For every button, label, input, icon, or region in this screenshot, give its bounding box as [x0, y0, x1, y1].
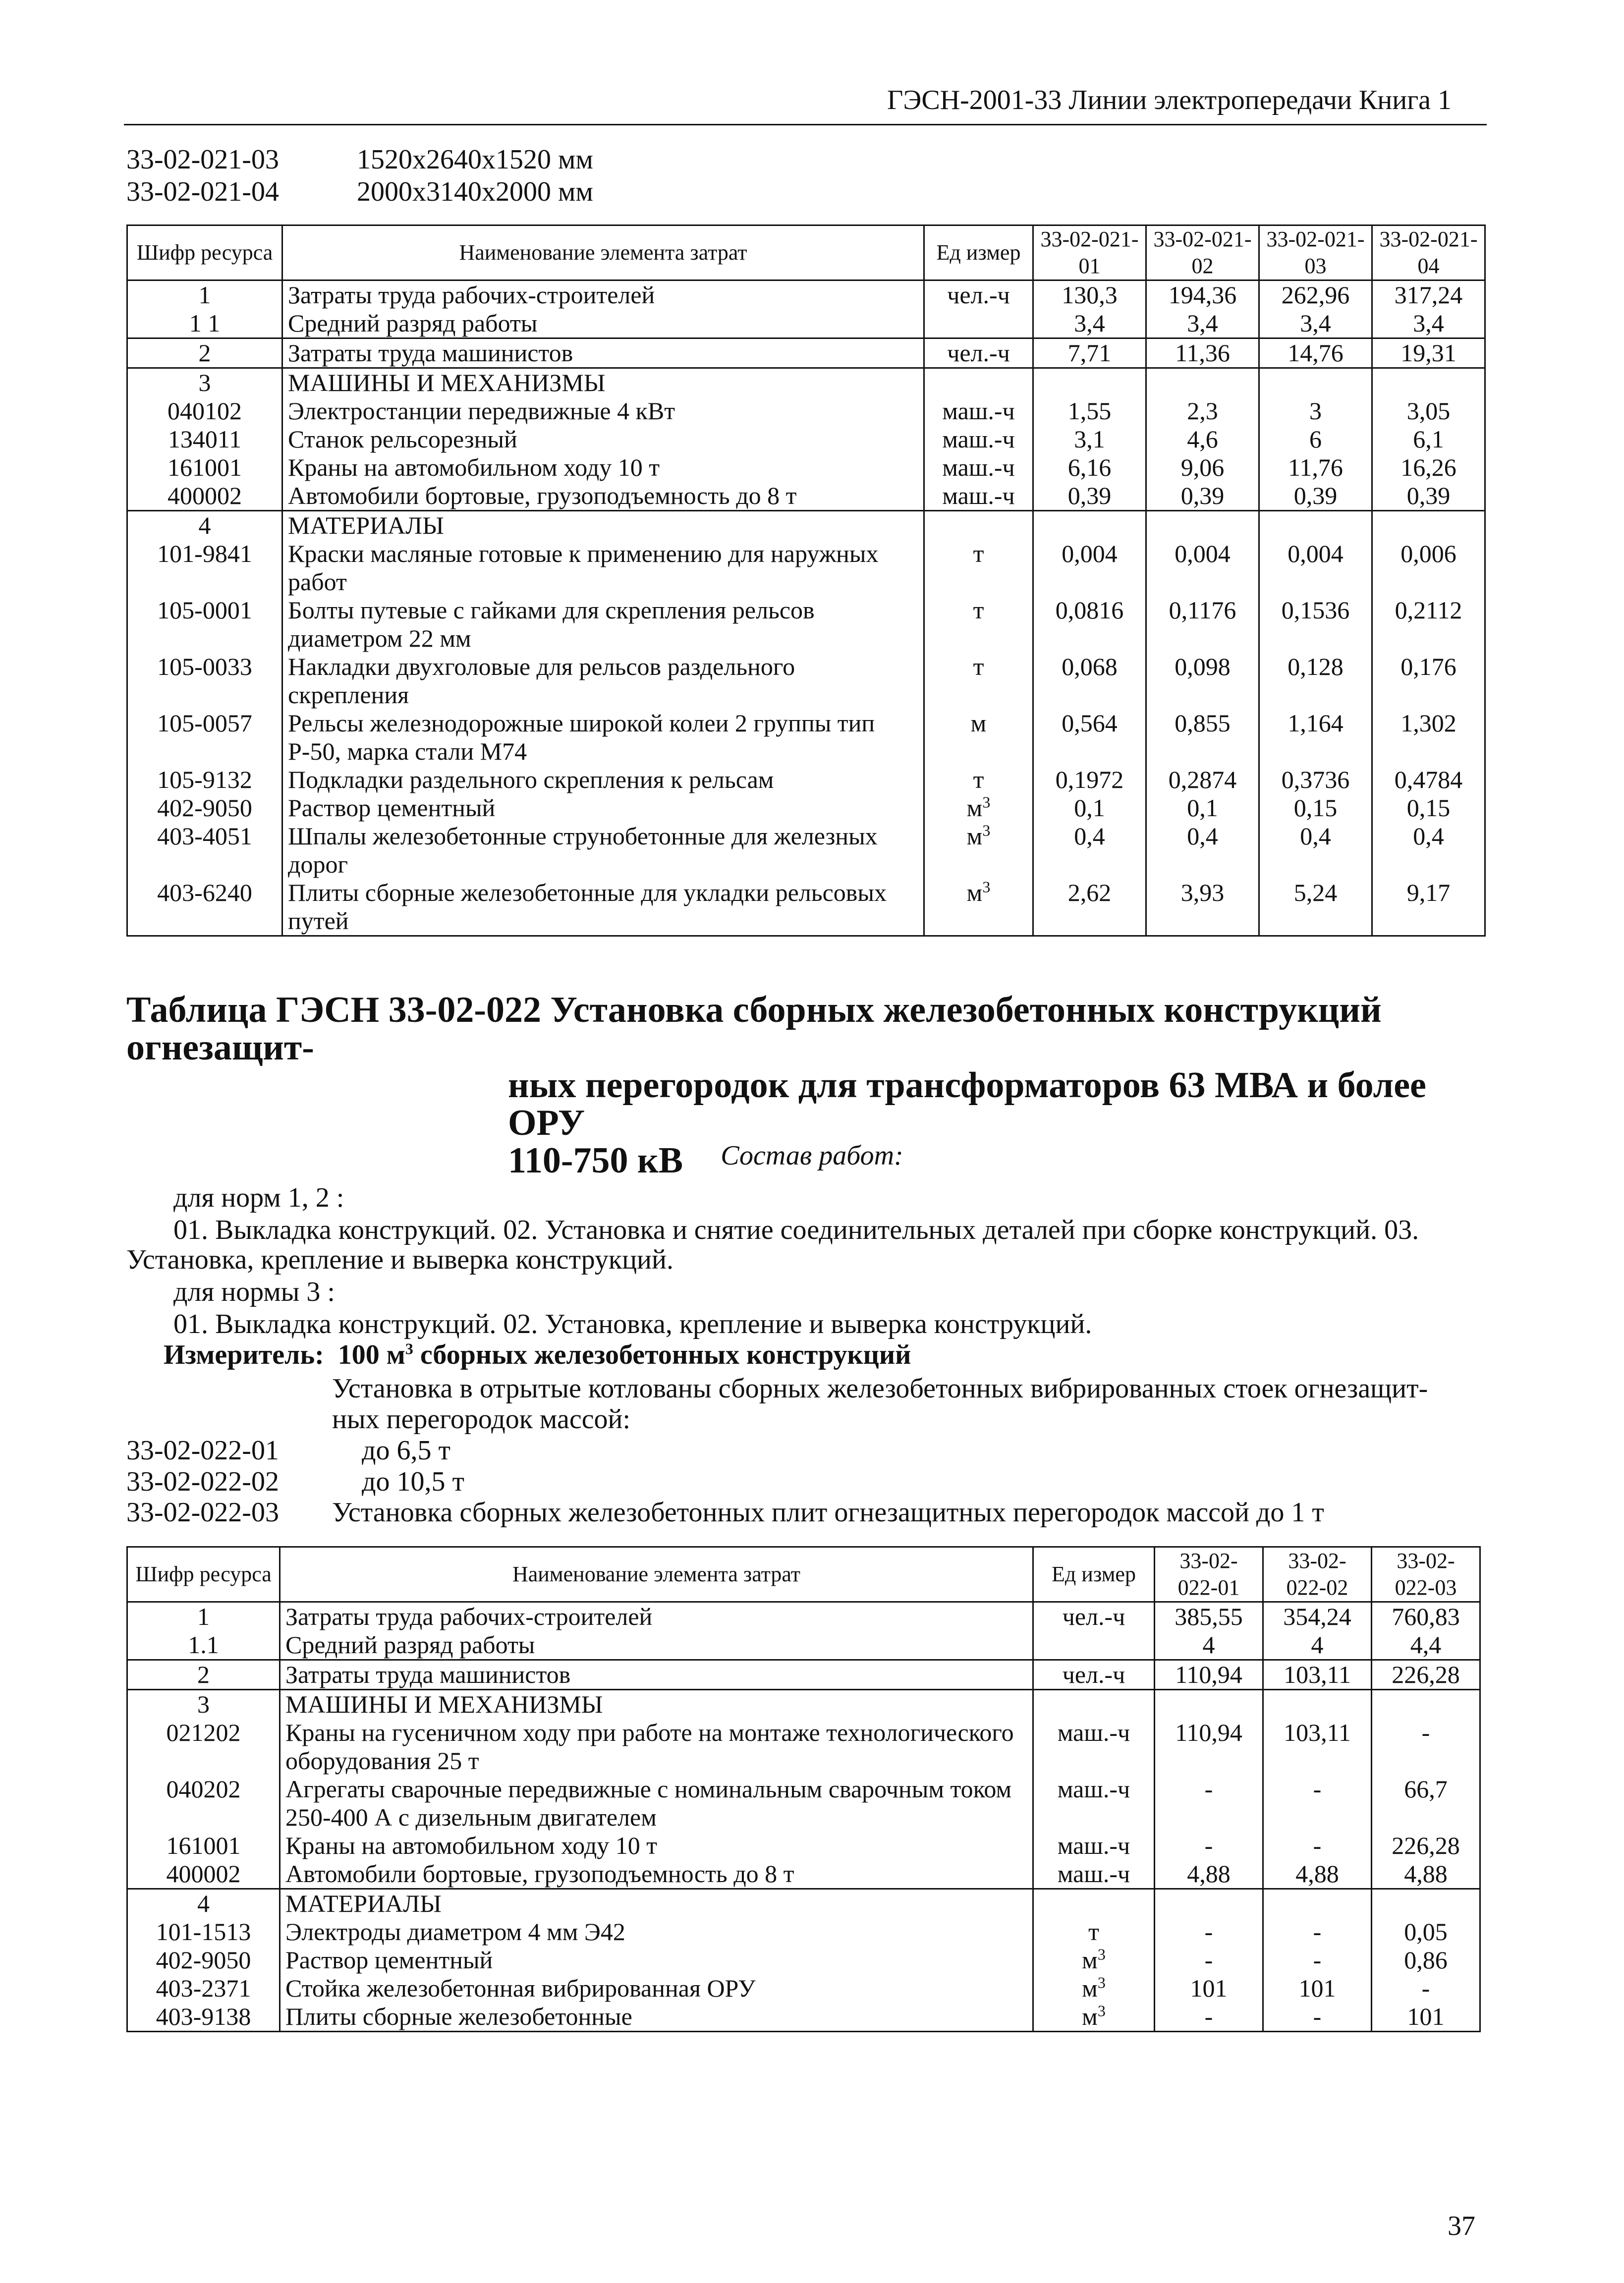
value-cell: 0,3736 — [1259, 766, 1372, 794]
norm-description: 2000x3140x2000 мм — [357, 176, 593, 207]
value-cell: - — [1372, 1974, 1480, 2003]
cost-element-name: Краски масляные готовые к применению для наружных работ — [282, 540, 924, 596]
value-cell: 1,55 — [1033, 397, 1146, 425]
resource-code: 402-9050 — [127, 1946, 280, 1974]
work-composition-heading: Состав работ: — [721, 1140, 903, 1171]
code-line — [126, 1466, 279, 1498]
measure-unit — [164, 1339, 911, 1371]
table-row — [127, 425, 1485, 453]
value-cell: 0,1 — [1146, 794, 1259, 822]
table-row — [127, 1832, 1480, 1860]
value-cell — [1372, 1690, 1480, 1719]
value-cell: 3,4 — [1146, 309, 1259, 338]
value-cell: - — [1155, 1832, 1263, 1860]
header-divider — [124, 124, 1487, 125]
cost-element-name: Рельсы железнодорожные широкой колеи 2 группы тип Р-50, марка стали М74 — [282, 709, 924, 766]
value-cell: 226,28 — [1372, 1660, 1480, 1690]
value-cell: 760,83 — [1372, 1602, 1480, 1631]
value-cell — [1033, 511, 1146, 540]
value-cell: 0,564 — [1033, 709, 1146, 766]
unit-cell — [1033, 1631, 1155, 1660]
column-header: Шифр ресурса — [127, 1547, 280, 1602]
value-cell: - — [1263, 1946, 1372, 1974]
norm-code: 33-02-021-03 — [126, 144, 279, 175]
norms-label: для нормы 3 : — [173, 1277, 335, 1307]
value-cell: 0,098 — [1146, 653, 1259, 709]
table-row — [127, 1974, 1480, 2003]
value-cell: 317,24 — [1372, 280, 1485, 310]
unit-cell: $м^3$ — [1033, 1946, 1155, 1974]
value-cell: 0,128 — [1259, 653, 1372, 709]
value-cell — [1155, 1690, 1263, 1719]
table-row — [127, 766, 1485, 794]
table-row — [127, 596, 1485, 653]
table-row — [127, 794, 1485, 822]
cost-element-name: Плиты сборные железобетонные для укладки рельсовых путей — [282, 879, 924, 936]
value-cell: 226,28 — [1372, 1832, 1480, 1860]
cost-element-name: Накладки двухголовые для рельсов раздельного скрепления — [282, 653, 924, 709]
norm-code: 33-02-022-03 — [126, 1497, 279, 1528]
value-cell — [1372, 1889, 1480, 1918]
table-row — [127, 2003, 1480, 2032]
value-cell: 0,1972 — [1033, 766, 1146, 794]
value-cell: 3,1 — [1033, 425, 1146, 453]
resource-code: 040202 — [127, 1775, 280, 1832]
work-description: 01. Выкладка конструкций. 02. Установка и снятие соединительных деталей при сборке конструкций. 03. — [173, 1215, 1419, 1245]
norm-code: 33-02-022-02 — [126, 1466, 279, 1497]
table-title-line: 110-750 кВ — [508, 1140, 683, 1181]
unit-cell: $м^3$ — [924, 822, 1033, 879]
value-cell: 0,86 — [1372, 1946, 1480, 1974]
value-cell: 0,004 — [1259, 540, 1372, 596]
table-row — [127, 709, 1485, 766]
resource-code: 400002 — [127, 1860, 280, 1889]
column-header: Ед измер — [924, 225, 1033, 280]
resource-code: 1 1 — [127, 309, 282, 338]
cost-element-name: Шпалы железобетонные струнобетонные для железных дорог — [282, 822, 924, 879]
cost-element-name: Затраты труда рабочих-строителей — [280, 1602, 1033, 1631]
value-cell — [1155, 1889, 1263, 1918]
cost-element-name: МАТЕРИАЛЫ — [280, 1889, 1033, 1918]
value-cell: 0,39 — [1259, 482, 1372, 511]
table-row — [127, 482, 1485, 511]
resource-code: 040102 — [127, 397, 282, 425]
value-cell: - — [1372, 1719, 1480, 1775]
table-row — [127, 1631, 1480, 1660]
cost-element-name: Краны на автомобильном ходу 10 т — [280, 1832, 1033, 1860]
value-cell: 0,4784 — [1372, 766, 1485, 794]
resource-code: 105-9132 — [127, 766, 282, 794]
norm-description: Установка сборных железобетонных плит огнезащитных перегородок массой до 1 т — [332, 1497, 1324, 1528]
unit-cell: т — [924, 653, 1033, 709]
value-cell — [1146, 368, 1259, 397]
value-cell: - — [1263, 2003, 1372, 2032]
value-cell: 4,4 — [1372, 1631, 1480, 1660]
resource-code: 403-2371 — [127, 1974, 280, 2003]
column-header: Наименование элемента затрат — [280, 1547, 1033, 1602]
value-cell: 0,006 — [1372, 540, 1485, 596]
resource-code: 400002 — [127, 482, 282, 511]
value-cell: 19,31 — [1372, 338, 1485, 368]
value-cell: 385,55 — [1155, 1602, 1263, 1631]
table-row — [127, 511, 1485, 540]
cost-element-name: МАШИНЫ И МЕХАНИЗМЫ — [282, 368, 924, 397]
value-cell: 6 — [1259, 425, 1372, 453]
resource-code: 4 — [127, 511, 282, 540]
resource-code: 105-0033 — [127, 653, 282, 709]
value-cell: 9,06 — [1146, 453, 1259, 482]
value-cell: 4,88 — [1155, 1860, 1263, 1889]
value-cell: 11,76 — [1259, 453, 1372, 482]
value-cell: - — [1155, 1946, 1263, 1974]
table-row — [127, 397, 1485, 425]
running-header: ГЭСН-2001-33 Линии электропередачи Книга 1 — [887, 85, 1452, 115]
cost-element-name: Автомобили бортовые, грузоподъемность до 8 т — [282, 482, 924, 511]
column-header: 33-02-021-01 — [1033, 225, 1146, 280]
unit-cell: $м^3$ — [924, 879, 1033, 936]
value-cell: 101 — [1155, 1974, 1263, 2003]
cost-element-name: МАТЕРИАЛЫ — [282, 511, 924, 540]
cost-element-name: Затраты труда машинистов — [280, 1660, 1033, 1690]
cost-element-name: Подкладки раздельного скрепления к рельсам — [282, 766, 924, 794]
table-row — [127, 1775, 1480, 1832]
unit-cell: т — [924, 540, 1033, 596]
value-cell: 2,3 — [1146, 397, 1259, 425]
code-line — [126, 1435, 279, 1466]
value-cell: 354,24 — [1263, 1602, 1372, 1631]
table-header-row — [127, 225, 1485, 280]
column-header: 33-02-022-03 — [1372, 1547, 1480, 1602]
work-description: 01. Выкладка конструкций. 02. Установка, крепление и выверка конструкций. — [173, 1309, 1092, 1339]
resource-code: 101-1513 — [127, 1918, 280, 1946]
cost-element-name: Автомобили бортовые, грузоподъемность до 8 т — [280, 1860, 1033, 1889]
value-cell: 4,88 — [1372, 1860, 1480, 1889]
value-cell: 4,6 — [1146, 425, 1259, 453]
resource-code: 2 — [127, 338, 282, 368]
code-line — [126, 176, 593, 208]
value-cell: 4,88 — [1263, 1860, 1372, 1889]
cost-element-name: МАШИНЫ И МЕХАНИЗМЫ — [280, 1690, 1033, 1719]
value-cell: 4 — [1155, 1631, 1263, 1660]
resource-code: 4 — [127, 1889, 280, 1918]
value-cell: 16,26 — [1372, 453, 1485, 482]
value-cell: 1,302 — [1372, 709, 1485, 766]
value-cell: 103,11 — [1263, 1660, 1372, 1690]
unit-cell: чел.-ч — [1033, 1602, 1155, 1631]
column-header: Шифр ресурса — [127, 225, 282, 280]
value-cell: 3,93 — [1146, 879, 1259, 936]
resource-code: 403-6240 — [127, 879, 282, 936]
value-cell: 0,1176 — [1146, 596, 1259, 653]
value-cell — [1146, 511, 1259, 540]
norm-description: 1520x2640x1520 мм — [357, 144, 593, 175]
cost-element-name: Затраты труда рабочих-строителей — [282, 280, 924, 310]
value-cell: 3,05 — [1372, 397, 1485, 425]
value-cell: 103,11 — [1263, 1719, 1372, 1775]
table-row — [127, 1946, 1480, 1974]
value-cell: - — [1155, 2003, 1263, 2032]
table-row — [127, 338, 1485, 368]
value-cell: 6,16 — [1033, 453, 1146, 482]
unit-cell — [1033, 1889, 1155, 1918]
unit-cell: маш.-ч — [1033, 1719, 1155, 1775]
value-cell: 0,4 — [1033, 822, 1146, 879]
column-header: 33-02-021-04 — [1372, 225, 1485, 280]
table-row — [127, 879, 1485, 936]
table-row — [127, 1690, 1480, 1719]
cost-element-name: Станок рельсорезный — [282, 425, 924, 453]
table-row — [127, 1860, 1480, 1889]
column-header: Ед измер — [1033, 1547, 1155, 1602]
table-row — [127, 368, 1485, 397]
value-cell — [1263, 1690, 1372, 1719]
table-row — [127, 280, 1485, 310]
value-cell: 0,4 — [1372, 822, 1485, 879]
value-cell — [1372, 368, 1485, 397]
unit-cell: маш.-ч — [924, 425, 1033, 453]
unit-cell: чел.-ч — [924, 280, 1033, 310]
value-cell: - — [1263, 1918, 1372, 1946]
unit-cell: маш.-ч — [924, 482, 1033, 511]
resource-code: 1.1 — [127, 1631, 280, 1660]
page-number: 37 — [1448, 2211, 1475, 2241]
column-header: 33-02-021-03 — [1259, 225, 1372, 280]
table-row — [127, 1660, 1480, 1690]
value-cell: 3,4 — [1372, 309, 1485, 338]
resource-code: 161001 — [127, 453, 282, 482]
norm-code: 33-02-021-04 — [126, 176, 279, 207]
value-cell: - — [1155, 1775, 1263, 1832]
value-cell: - — [1263, 1775, 1372, 1832]
unit-cell: маш.-ч — [924, 397, 1033, 425]
table-row — [127, 1719, 1480, 1775]
cost-element-name: Агрегаты сварочные передвижные с номинальным сварочным током 250-400 А с дизельным двигателем — [280, 1775, 1033, 1832]
norms-label: для норм 1, 2 : — [173, 1182, 344, 1213]
value-cell: 130,3 — [1033, 280, 1146, 310]
value-cell: 0,1536 — [1259, 596, 1372, 653]
value-cell: 110,94 — [1155, 1660, 1263, 1690]
unit-cell: $м^3$ — [924, 794, 1033, 822]
measure-label: Измеритель: — [164, 1339, 324, 1370]
resource-code: 2 — [127, 1660, 280, 1690]
table-row — [127, 453, 1485, 482]
column-header: 33-02-022-01 — [1155, 1547, 1263, 1602]
resource-code: 3 — [127, 368, 282, 397]
unit-cell: м — [924, 709, 1033, 766]
value-cell: 4 — [1263, 1631, 1372, 1660]
table-row — [127, 540, 1485, 596]
value-cell: 0,004 — [1146, 540, 1259, 596]
value-cell: 110,94 — [1155, 1719, 1263, 1775]
value-cell: 1,164 — [1259, 709, 1372, 766]
norm-description: ных перегородок массой: — [332, 1404, 631, 1435]
resource-code: 101-9841 — [127, 540, 282, 596]
value-cell: 9,17 — [1372, 879, 1485, 936]
value-cell: 194,36 — [1146, 280, 1259, 310]
unit-cell: $м^3$ — [1033, 2003, 1155, 2032]
value-cell: 0,4 — [1146, 822, 1259, 879]
measure-value: 100 $м^3$ сборных железобетонных конструкций — [337, 1339, 911, 1370]
cost-element-name: Краны на гусеничном ходу при работе на монтаже технологического оборудования 25 т — [280, 1719, 1033, 1775]
unit-cell: чел.-ч — [924, 338, 1033, 368]
value-cell: 0,2112 — [1372, 596, 1485, 653]
value-cell — [1372, 511, 1485, 540]
resource-code: 1 — [127, 1602, 280, 1631]
column-header: 33-02-022-02 — [1263, 1547, 1372, 1602]
norm-description: Установка в отрытые котлованы сборных железобетонных вибрированных стоек огнезащит- — [332, 1373, 1428, 1404]
cost-element-name: Краны на автомобильном ходу 10 т — [282, 453, 924, 482]
value-cell: 0,2874 — [1146, 766, 1259, 794]
column-header: Наименование элемента затрат — [282, 225, 924, 280]
cost-element-name: Раствор цементный — [282, 794, 924, 822]
resource-code: 402-9050 — [127, 794, 282, 822]
unit-cell: маш.-ч — [1033, 1775, 1155, 1832]
value-cell — [1259, 368, 1372, 397]
resource-code: 1 — [127, 280, 282, 310]
unit-cell: т — [924, 766, 1033, 794]
work-description: Установка, крепление и выверка конструкций. — [126, 1244, 673, 1275]
table-row — [127, 1602, 1480, 1631]
cost-element-name: Болты путевые с гайками для скрепления рельсов диаметром 22 мм — [282, 596, 924, 653]
table-row — [127, 309, 1485, 338]
unit-cell — [924, 368, 1033, 397]
resource-code: 403-4051 — [127, 822, 282, 879]
value-cell: 6,1 — [1372, 425, 1485, 453]
unit-cell: т — [1033, 1918, 1155, 1946]
value-cell: 0,15 — [1372, 794, 1485, 822]
value-cell: 2,62 — [1033, 879, 1146, 936]
cost-element-name: Стойка железобетонная вибрированная ОРУ — [280, 1974, 1033, 2003]
value-cell — [1259, 511, 1372, 540]
value-cell: 0,176 — [1372, 653, 1485, 709]
value-cell: 11,36 — [1146, 338, 1259, 368]
cost-element-name: Плиты сборные железобетонные — [280, 2003, 1033, 2032]
value-cell: 262,96 — [1259, 280, 1372, 310]
unit-cell: чел.-ч — [1033, 1660, 1155, 1690]
table-row — [127, 1889, 1480, 1918]
table-row — [127, 822, 1485, 879]
unit-cell: $м^3$ — [1033, 1974, 1155, 2003]
value-cell: 0,39 — [1372, 482, 1485, 511]
value-cell: - — [1155, 1918, 1263, 1946]
unit-cell: маш.-ч — [1033, 1832, 1155, 1860]
value-cell: 3,4 — [1033, 309, 1146, 338]
norm-description: до 10,5 т — [362, 1466, 464, 1497]
value-cell: 0,05 — [1372, 1918, 1480, 1946]
value-cell: 101 — [1372, 2003, 1480, 2032]
value-cell: 3,4 — [1259, 309, 1372, 338]
cost-element-name: Средний разряд работы — [282, 309, 924, 338]
table-title-line: Таблица ГЭСН 33-02-022 Установка сборных железобетонных конструкций огнезащит- — [126, 990, 1382, 1068]
unit-cell — [924, 309, 1033, 338]
resource-code: 105-0001 — [127, 596, 282, 653]
value-cell: 101 — [1263, 1974, 1372, 2003]
value-cell: 0,39 — [1146, 482, 1259, 511]
table-title-line: ных перегородок для трансформаторов 63 МВА и более ОРУ — [508, 1065, 1426, 1143]
cost-element-name: Раствор цементный — [280, 1946, 1033, 1974]
table-row — [127, 653, 1485, 709]
value-cell — [1263, 1889, 1372, 1918]
value-cell: 7,71 — [1033, 338, 1146, 368]
resource-table-2 — [126, 1546, 1481, 2032]
value-cell: 66,7 — [1372, 1775, 1480, 1832]
value-cell: 0,15 — [1259, 794, 1372, 822]
code-line — [126, 1497, 279, 1528]
value-cell: 0,0816 — [1033, 596, 1146, 653]
value-cell: 0,4 — [1259, 822, 1372, 879]
resource-code: 134011 — [127, 425, 282, 453]
value-cell: 14,76 — [1259, 338, 1372, 368]
unit-cell — [924, 511, 1033, 540]
value-cell: 3 — [1259, 397, 1372, 425]
norm-description: до 6,5 т — [362, 1435, 450, 1466]
value-cell — [1033, 368, 1146, 397]
cost-element-name: Затраты труда машинистов — [282, 338, 924, 368]
unit-cell: маш.-ч — [924, 453, 1033, 482]
column-header: 33-02-021-02 — [1146, 225, 1259, 280]
resource-code: 3 — [127, 1690, 280, 1719]
table-row — [127, 1918, 1480, 1946]
table-header-row — [127, 1547, 1480, 1602]
resource-code: 403-9138 — [127, 2003, 280, 2032]
unit-cell: т — [924, 596, 1033, 653]
norm-code: 33-02-022-01 — [126, 1435, 279, 1466]
unit-cell — [1033, 1690, 1155, 1719]
value-cell: 0,39 — [1033, 482, 1146, 511]
value-cell: 0,004 — [1033, 540, 1146, 596]
value-cell: - — [1263, 1832, 1372, 1860]
value-cell: 5,24 — [1259, 879, 1372, 936]
cost-element-name: Средний разряд работы — [280, 1631, 1033, 1660]
value-cell: 0,068 — [1033, 653, 1146, 709]
resource-code: 021202 — [127, 1719, 280, 1775]
value-cell: 0,1 — [1033, 794, 1146, 822]
resource-code: 161001 — [127, 1832, 280, 1860]
resource-table-1 — [126, 224, 1486, 937]
value-cell: 0,855 — [1146, 709, 1259, 766]
resource-code: 105-0057 — [127, 709, 282, 766]
cost-element-name: Электроды диаметром 4 мм Э42 — [280, 1918, 1033, 1946]
unit-cell: маш.-ч — [1033, 1860, 1155, 1889]
cost-element-name: Электростанции передвижные 4 кВт — [282, 397, 924, 425]
code-line — [126, 144, 593, 175]
